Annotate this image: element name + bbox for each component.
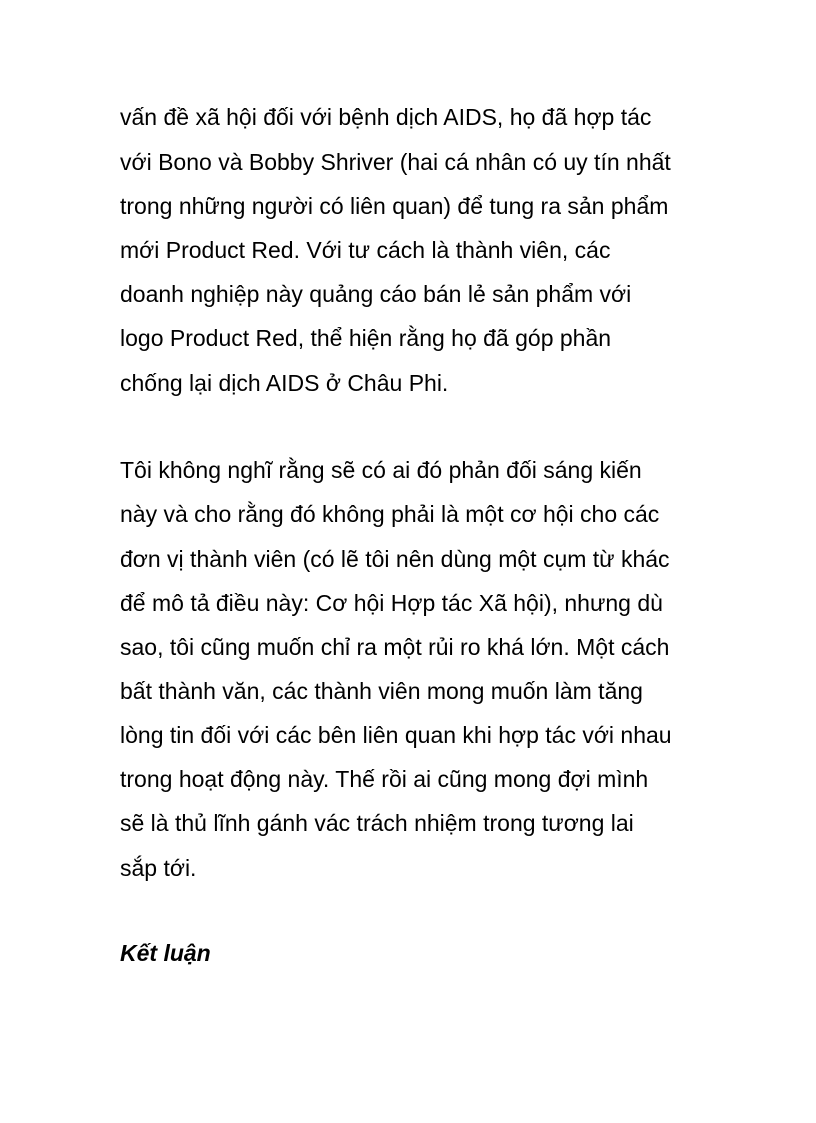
text-line: trong hoạt động này. Thế rồi ai cũng mong đợi mình [120, 766, 649, 792]
text-line: với Bono và Bobby Shriver (hai cá nhân có uy tín nhất [120, 149, 671, 175]
text-line: vấn đề xã hội đối với bệnh dịch AIDS, họ đã hợp tác [120, 104, 652, 130]
text-line: doanh nghiệp này quảng cáo bán lẻ sản phẩm với [120, 281, 632, 307]
text-line: sẽ là thủ lĩnh gánh vác trách nhiệm trong tương lai [120, 810, 634, 836]
text-line: Tôi không nghĩ rằng sẽ có ai đó phản đối sáng kiến [120, 457, 642, 483]
text-line: đơn vị thành viên (có lẽ tôi nên dùng một cụm từ khác [120, 546, 670, 572]
text-line: chống lại dịch AIDS ở Châu Phi. [120, 370, 449, 396]
section-heading: Kết luận [120, 940, 211, 966]
text-line: lòng tin đối với các bên liên quan khi hợp tác với nhau [120, 722, 672, 748]
text-line: mới Product Red. Với tư cách là thành viên, các [120, 237, 611, 263]
text-line: này và cho rằng đó không phải là một cơ hội cho các [120, 501, 660, 527]
text-line: để mô tả điều này: Cơ hội Hợp tác Xã hội), nhưng dù [120, 590, 663, 616]
text-line: logo Product Red, thể hiện rằng họ đã góp phần [120, 325, 612, 351]
text-line: trong những người có liên quan) để tung ra sản phẩm [120, 193, 669, 219]
text-line: sắp tới. [120, 855, 197, 881]
text-line: sao, tôi cũng muốn chỉ ra một rủi ro khá lớn. Một cách [120, 634, 670, 660]
text-line: bất thành văn, các thành viên mong muốn làm tăng [120, 678, 643, 704]
